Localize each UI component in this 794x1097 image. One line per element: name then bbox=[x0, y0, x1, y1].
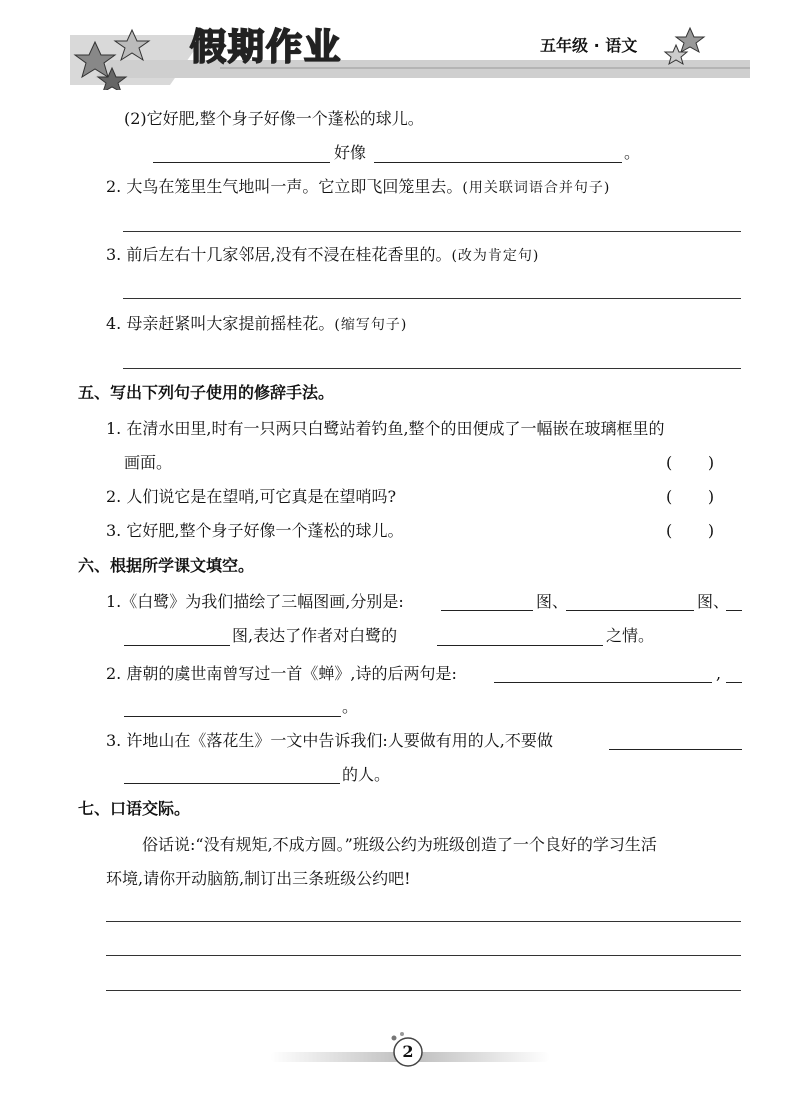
s6-q1-e: 之情。 bbox=[606, 626, 655, 645]
blank-s6-q2-2a[interactable] bbox=[726, 682, 742, 683]
s6-q2-b: , bbox=[716, 664, 722, 683]
blank-s6-q2-1[interactable] bbox=[494, 682, 712, 683]
answer-line-q3[interactable] bbox=[123, 298, 741, 299]
s5-q1-line1: 1. 在清水田里,时有一只两只白鹭站着钓鱼,整个的田便成了一幅嵌在玻璃框里的 bbox=[106, 419, 665, 438]
q4-sentence: 4. 母亲赶紧叫大家提前摇桂花。 bbox=[106, 314, 335, 333]
answer-line-s7-1[interactable] bbox=[106, 921, 741, 922]
blank-s6-q3-b[interactable] bbox=[124, 783, 340, 784]
blank-s6-q1-1[interactable] bbox=[441, 610, 533, 611]
star-icon bbox=[665, 28, 704, 64]
q2-note: (用关联词语合并句子) bbox=[462, 180, 611, 196]
sub2-text: (2)它好肥,整个身子好像一个蓬松的球儿。 bbox=[124, 109, 424, 128]
blank-s6-q1-4[interactable] bbox=[437, 645, 603, 646]
s6-q1-d: 图,表达了作者对白鹭的 bbox=[232, 626, 398, 645]
q4-text bbox=[106, 314, 407, 335]
s6-q1-c: 图、 bbox=[697, 592, 730, 611]
s7-line2: 环境,请你开动脑筋,制订出三条班级公约吧! bbox=[106, 869, 411, 888]
q3-note: (改为肯定句) bbox=[451, 248, 540, 264]
s6-q3-b: 的人。 bbox=[342, 765, 391, 784]
s5-q2: 2. 人们说它是在望哨,可它真是在望哨吗? bbox=[106, 487, 397, 506]
section6-heading: 六、根据所学课文填空。 bbox=[78, 556, 255, 575]
header-decoration bbox=[0, 0, 794, 90]
s7-line1: 俗话说:“没有规矩,不成方圆。”班级公约为班级创造了一个良好的学习生活 bbox=[142, 835, 657, 854]
footer bbox=[270, 1030, 550, 1070]
blank-sub2-a[interactable] bbox=[153, 162, 330, 163]
blank-s6-q1-3b[interactable] bbox=[124, 645, 230, 646]
s6-q2-c: 。 bbox=[342, 697, 359, 716]
s5-q1-line2: 画面。 bbox=[124, 453, 173, 472]
header-bar bbox=[0, 0, 794, 90]
header-grade: 五年级 · 语文 bbox=[540, 36, 638, 55]
blank-s6-q1-2[interactable] bbox=[566, 610, 694, 611]
header-title: 假期作业 bbox=[190, 27, 343, 68]
answer-line-q2[interactable] bbox=[123, 231, 741, 232]
blank-s6-q1-3a[interactable] bbox=[726, 610, 742, 611]
s5-q3: 3. 它好肥,整个身子好像一个蓬松的球儿。 bbox=[106, 521, 404, 540]
s6-q3-a: 3. 许地山在《落花生》一文中告诉我们:人要做有用的人,不要做 bbox=[106, 731, 553, 750]
q3-text bbox=[106, 245, 539, 266]
s5-q1-answer-paren[interactable]: ( ) bbox=[666, 453, 715, 472]
section5-heading: 五、写出下列句子使用的修辞手法。 bbox=[78, 383, 335, 402]
page-number: 2 bbox=[402, 1042, 414, 1061]
s5-q2-answer-paren[interactable]: ( ) bbox=[666, 487, 715, 506]
q4-note: (缩写句子) bbox=[334, 317, 408, 333]
s6-q1-b: 图、 bbox=[536, 592, 569, 611]
answer-line-s7-2[interactable] bbox=[106, 955, 741, 956]
sub2-mid: 好像 bbox=[334, 143, 367, 162]
answer-line-s7-3[interactable] bbox=[106, 990, 741, 991]
answer-line-q4[interactable] bbox=[123, 368, 741, 369]
s6-q2-a: 2. 唐朝的虞世南曾写过一首《蝉》,诗的后两句是: bbox=[106, 664, 457, 683]
section7-heading: 七、口语交际。 bbox=[78, 799, 191, 818]
blank-s6-q3-a[interactable] bbox=[609, 749, 742, 750]
blank-s6-q2-2b[interactable] bbox=[124, 716, 341, 717]
q3-sentence: 3. 前后左右十几家邻居,没有不浸在桂花香里的。 bbox=[106, 245, 452, 264]
q2-text bbox=[106, 177, 610, 198]
blank-sub2-b[interactable] bbox=[374, 162, 622, 163]
sub2-end: 。 bbox=[624, 143, 641, 162]
s5-q3-answer-paren[interactable]: ( ) bbox=[666, 521, 715, 540]
q2-sentence: 2. 大鸟在笼里生气地叫一声。它立即飞回笼里去。 bbox=[106, 177, 463, 196]
s6-q1-a: 1.《白鹭》为我们描绘了三幅图画,分别是: bbox=[106, 592, 404, 611]
